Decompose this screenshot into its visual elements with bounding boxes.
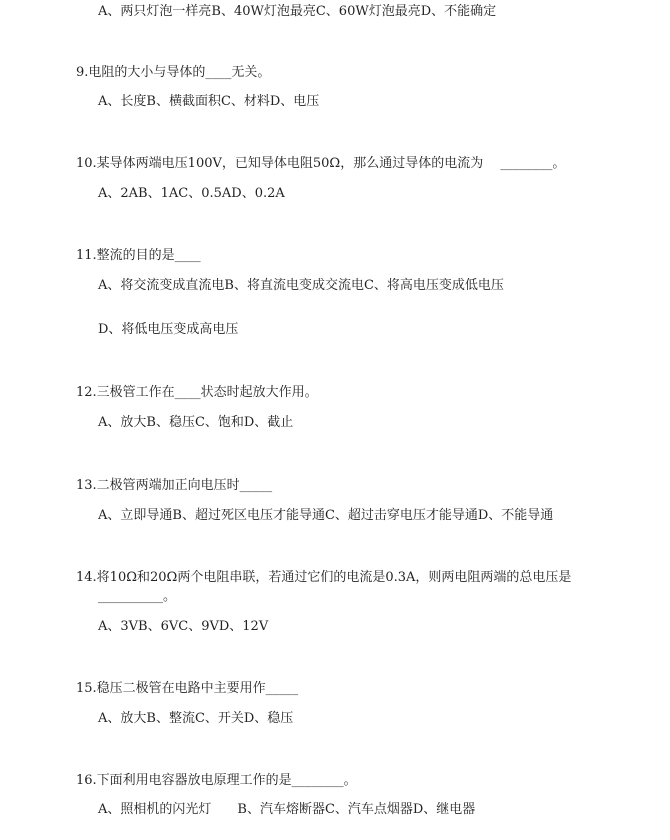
option-line-q10: A、2AB、1AC、0.5AD、0.2A: [98, 186, 285, 201]
option-line-q11-b: D、将低电压变成高电压: [98, 322, 239, 337]
question-14-cont: __________。: [98, 589, 177, 604]
question-9: 9.电阻的大小与导体的____无关。: [76, 65, 271, 80]
option-line-q9: A、长度B、横截面积C、材料D、电压: [98, 94, 320, 109]
option-line-q12: A、放大B、稳压C、饱和D、截止: [98, 415, 294, 430]
question-14: 14.将10Ω和20Ω两个电阻串联，若通过它们的电流是0.3A，则两电阻两端的总电压是: [76, 570, 572, 585]
option-line-q11-a: A、将交流变成直流电B、将直流电变成交流电C、将高电压变成低电压: [98, 278, 504, 293]
option-line-q13: A、立即导通B、超过死区电压才能导通C、超过击穿电压才能导通D、不能导通: [98, 508, 554, 523]
question-16: 16.下面利用电容器放电原理工作的是________。: [76, 773, 357, 788]
option-line-q15: A、放大B、整流C、开关D、稳压: [98, 711, 294, 726]
question-11: 11.整流的目的是____: [76, 248, 201, 263]
question-10: 10.某导体两端电压100V，已知导体电阻50Ω，那么通过导体的电流为 ________。: [76, 156, 566, 171]
question-15: 15.稳压二极管在电路中主要用作_____: [76, 681, 299, 696]
question-12: 12.三极管工作在____状态时起放大作用。: [76, 385, 318, 400]
option-line-q16: A、照相机的闪光灯 B、汽车熔断器C、汽车点烟器D、继电器: [98, 802, 476, 817]
question-13: 13.二极管两端加正向电压时_____: [76, 478, 273, 493]
option-line-q8: A、两只灯泡一样亮B、40W灯泡最亮C、60W灯泡最亮D、不能确定: [98, 4, 497, 19]
option-line-q14: A、3VB、6VC、9VD、12V: [98, 619, 269, 634]
